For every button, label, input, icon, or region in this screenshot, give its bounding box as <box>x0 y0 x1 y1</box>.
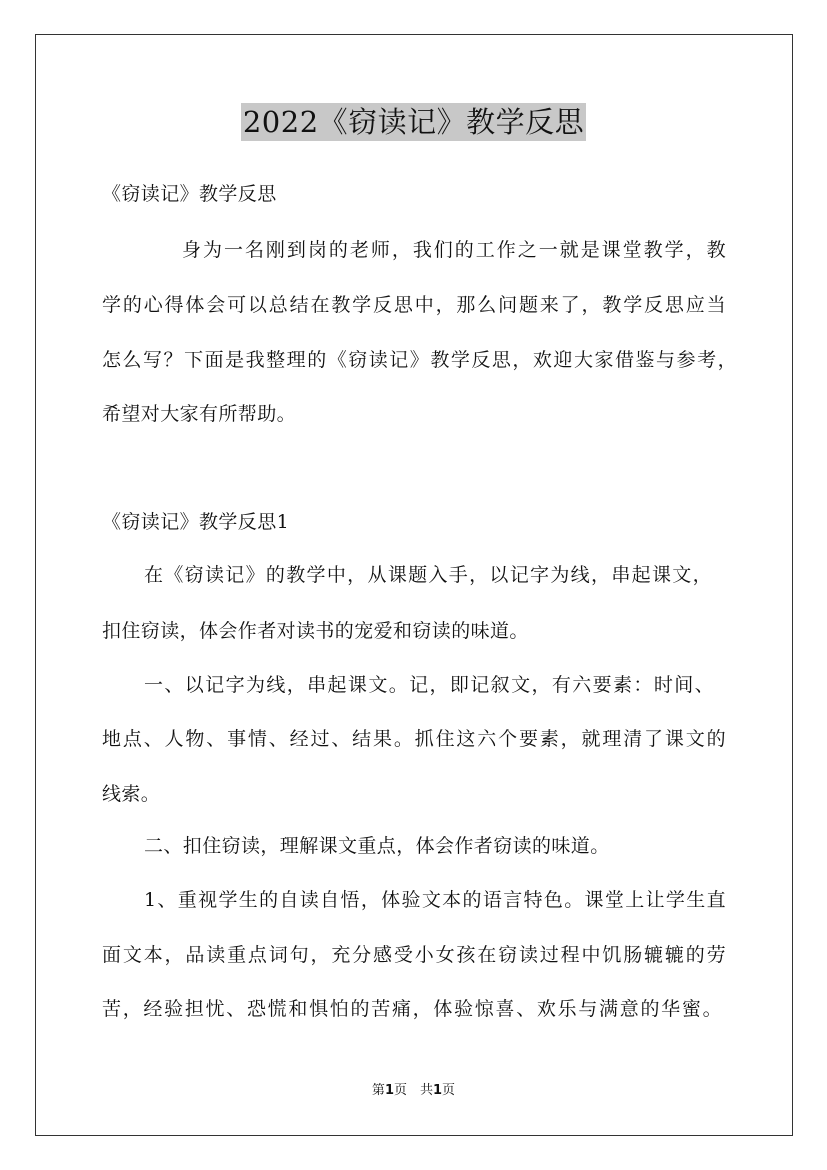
footer-total-pages: 1 <box>433 1083 443 1098</box>
paragraph-line: 一、以记字为线，串起课文。记，即记叙文，有六要素：时间、 <box>144 674 714 696</box>
section-heading: 《窃读记》教学反思 <box>102 183 277 205</box>
paragraph-line: 苦，经验担忧、恐慌和惧怕的苦痛，体验惊喜、欢乐与满意的华蜜。 <box>102 998 722 1020</box>
document-title: 2022《窃读记》教学反思 <box>242 105 585 139</box>
page-footer <box>0 1083 827 1099</box>
paragraph-line: 希望对大家有所帮助。 <box>102 403 297 425</box>
paragraph-line: 在《窃读记》的教学中，从课题入手，以记字为线，串起课文， <box>144 564 712 586</box>
paragraph-line: 二、扣住窃读，理解课文重点，体会作者窃读的味道。 <box>144 835 610 857</box>
paragraph-line: 学的心得体会可以总结在教学反思中，那么问题来了，教学反思应当 <box>102 294 726 316</box>
paragraph-line: 面文本，品读重点词句，充分感受小女孩在窃读过程中饥肠辘辘的劳 <box>102 944 726 966</box>
paragraph-line: 扣住窃读，体会作者对读书的宠爱和窃读的味道。 <box>102 620 529 642</box>
paragraph-line: 线索。 <box>102 783 161 805</box>
title-wrap <box>0 103 827 141</box>
paragraph-line: 1、重视学生的自读自悟，体验文本的语言特色。课堂上让学生直 <box>144 889 726 911</box>
paragraph-line: 怎么写？下面是我整理的《窃读记》教学反思，欢迎大家借鉴与参考， <box>102 349 737 371</box>
footer-mid: 页 共 <box>393 1083 433 1098</box>
footer-prefix: 第 <box>371 1083 385 1098</box>
footer-suffix: 页 <box>442 1083 456 1098</box>
footer-page-number: 1 <box>384 1083 394 1098</box>
paragraph-line: 地点、人物、事情、经过、结果。抓住这六个要素，就理清了课文的 <box>102 728 726 750</box>
section-heading: 《窃读记》教学反思1 <box>102 511 290 533</box>
paragraph-line: 身为一名刚到岗的老师，我们的工作之一就是课堂教学，教 <box>182 239 726 261</box>
